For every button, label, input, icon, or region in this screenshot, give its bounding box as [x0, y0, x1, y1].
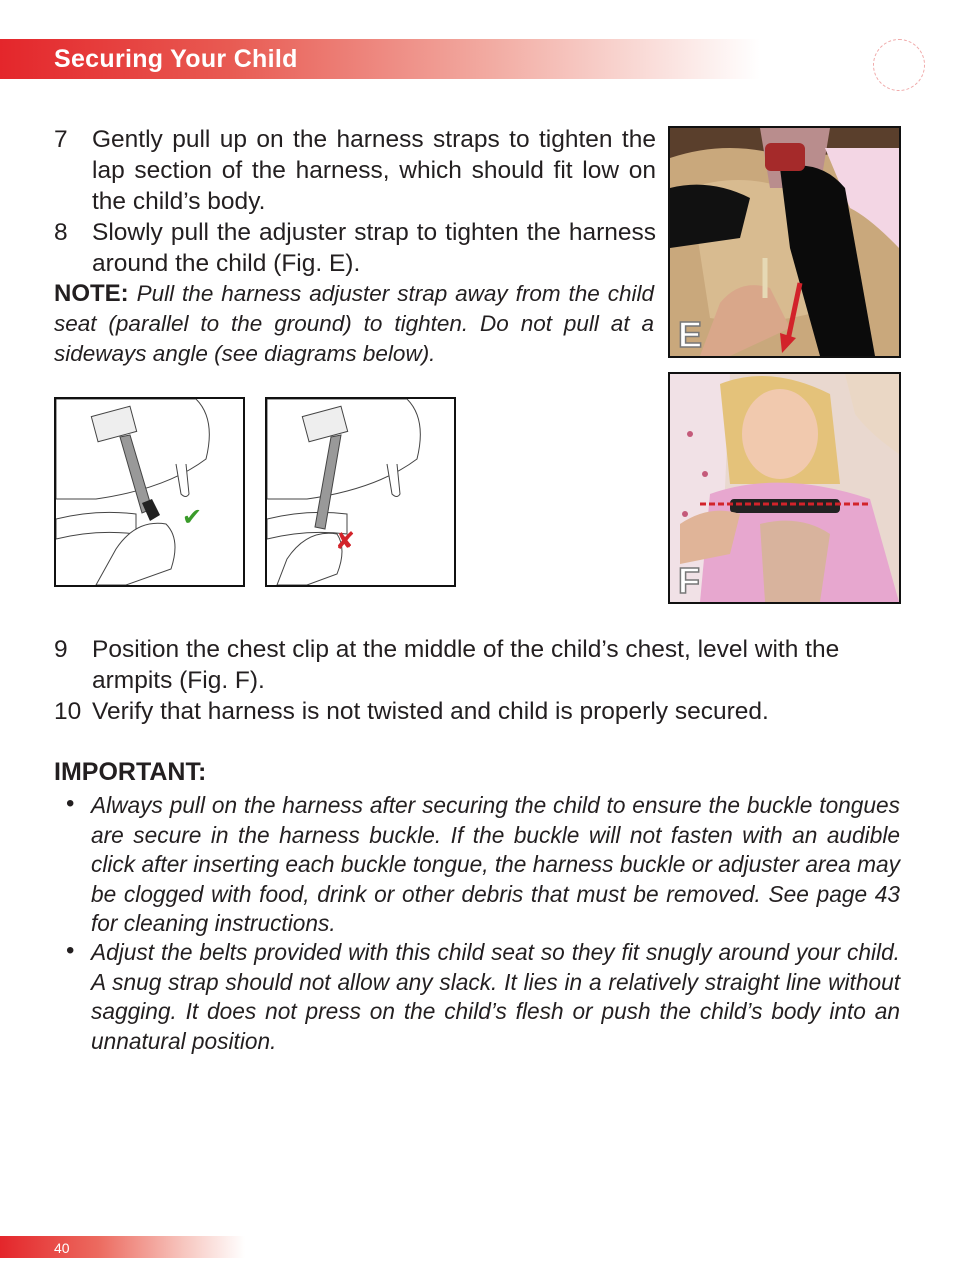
- page-number: 40: [54, 1240, 70, 1256]
- footer-band: [0, 1236, 245, 1258]
- figure-f-photo: [668, 372, 901, 604]
- cross-icon: ✘: [335, 528, 356, 555]
- figure-e-photo: [668, 126, 901, 358]
- diagram-incorrect-pull: [265, 397, 456, 587]
- note-text: Pull the harness adjuster strap away from the child seat (parallel to the ground) to tighten. Do not pull at a sideways angle (see diagrams below).: [54, 281, 654, 366]
- step-text: Position the chest clip at the middle of the child’s chest, level with the armpits (Fig. F).: [92, 636, 840, 694]
- important-heading: IMPORTANT:: [54, 758, 207, 786]
- step-number: 10: [54, 698, 82, 725]
- step-7: [54, 124, 656, 217]
- important-bullet-1: Always pull on the harness after securing the child to ensure the buckle tongues are secure in the harness buckle. If the buckle will not fasten with an audible click after inserting each buckle tongue, the harness buckle or adjuster area may be clogged with food, drink or other debris that must be removed. See page 43 for cleaning instructions.: [91, 792, 900, 936]
- bullet-marker: •: [66, 790, 75, 817]
- step-number: 9: [54, 636, 68, 663]
- step-text: Gently pull up on the harness straps to tighten the lap section of the harness, which should fit low on the child’s body.: [92, 126, 656, 215]
- figure-e-label: E: [678, 314, 703, 355]
- diagram-correct-pull: [54, 397, 245, 587]
- check-icon: ✔: [182, 504, 203, 531]
- note-paragraph: [54, 279, 654, 369]
- step-number: 7: [54, 126, 68, 153]
- step-text: Verify that harness is not twisted and child is properly secured.: [92, 698, 769, 725]
- important-bullet-2: Adjust the belts provided with this child seat so they fit snugly around your child. A snug strap should not allow any slack. It lies in a relatively straight line without sagging. It does not press on the child’s flesh or push the child’s body into an unnatural position.: [91, 939, 900, 1054]
- note-label: NOTE:: [54, 280, 129, 307]
- figure-f-label: F: [678, 560, 700, 601]
- decorative-circle: [873, 39, 925, 91]
- step-text: Slowly pull the adjuster strap to tighten the harness around the child (Fig. E).: [92, 219, 656, 277]
- bullet-marker: •: [66, 937, 75, 964]
- step-10: [54, 696, 902, 727]
- section-title: Securing Your Child: [54, 45, 298, 73]
- step-number: 8: [54, 219, 68, 246]
- step-8: [54, 217, 656, 279]
- step-9: [54, 634, 902, 696]
